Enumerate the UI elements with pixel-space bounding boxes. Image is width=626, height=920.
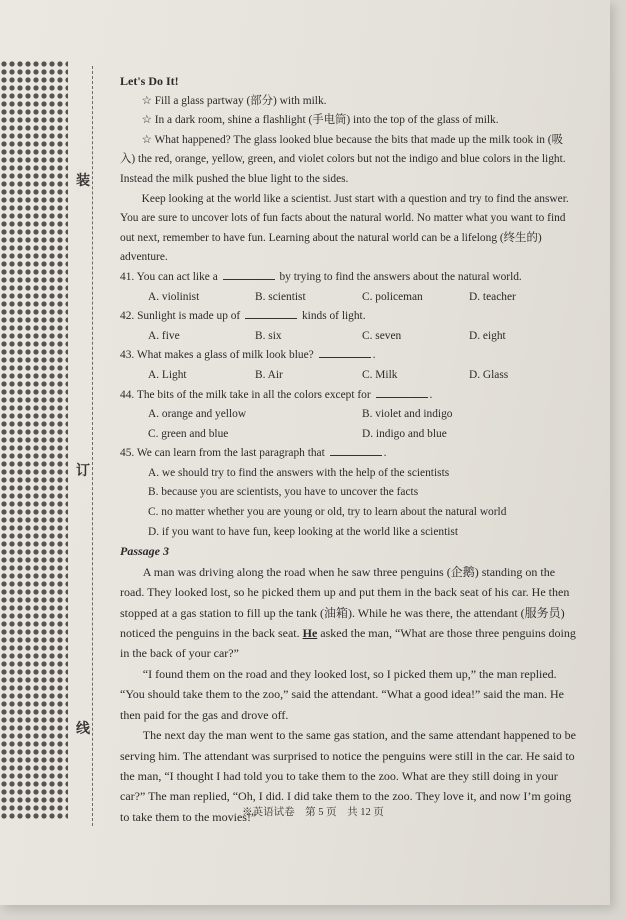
- binding-char-ding: 订: [76, 458, 90, 482]
- paragraph-text: asked the man, “What are those three penguins doing in the back of your car?”: [120, 626, 576, 661]
- question-stem: 44. The bits of the milk take in all the colors except for: [120, 388, 371, 401]
- options-44-row1: [120, 405, 576, 425]
- question-41: [120, 268, 576, 288]
- question-43: [120, 346, 576, 366]
- option: A. Light: [148, 368, 187, 381]
- options-43: [120, 366, 576, 386]
- answer-blank: [245, 318, 297, 319]
- binding-char-xian: 线: [76, 716, 90, 740]
- question-stem-end: .: [372, 349, 376, 362]
- option: B. because you are scientists, you have to uncover the facts: [148, 486, 419, 499]
- page-footer: ※英语试卷 第 5 页 共 12 页: [242, 807, 384, 818]
- option: A. violinist: [148, 290, 200, 303]
- option: B. violet and indigo: [362, 408, 453, 421]
- option: C. Milk: [362, 368, 398, 381]
- activity-closing: Keep looking at the world like a scientist. Just start with a question and try to find the answer. You are sure to uncover lots of fun facts about the natural world. No matter what you want to find out next, remember to have fun. Learning about the natural world can be a lifelong (终生的) adventure.: [120, 192, 569, 264]
- option: C. seven: [362, 329, 402, 342]
- question-45: [120, 444, 576, 464]
- option: B. six: [255, 329, 282, 342]
- question-stem-end: .: [383, 447, 387, 460]
- option: C. no matter whether you are young or old, try to learn about the natural world: [148, 506, 507, 519]
- option: D. eight: [469, 329, 506, 342]
- underlined-word: He: [302, 626, 318, 641]
- options-44-row2: [120, 425, 576, 445]
- binding-margin-pattern: [0, 60, 68, 820]
- answer-blank: [319, 357, 371, 358]
- option: D. teacher: [469, 290, 516, 303]
- activity-step: ☆ In a dark room, shine a flashlight (手电筒) into the top of the glass of milk.: [141, 114, 499, 127]
- question-stem-end: by trying to find the answers about the natural world.: [279, 270, 522, 283]
- options-42: [120, 327, 576, 347]
- option: B. Air: [255, 368, 283, 381]
- passage-paragraph-3: The next day the man went to the same gas station, and the same attendant happened to be serving him. The attendant was surprised to notice the penguins were still in the car. He said to the man, “I thought I had told you to take them to the zoo. What are they still doing in your car?” The man replied, “Oh, I did. I did take them to the zoo. They love it, and now I’m going to take them to the movies!”: [120, 728, 576, 824]
- option: D. if you want to have fun, keep looking at the world like a scientist: [148, 525, 459, 538]
- option: D. indigo and blue: [362, 427, 447, 440]
- answer-blank: [376, 397, 428, 398]
- binding-char-zhuang: 装: [76, 168, 90, 192]
- passage-paragraph-1: [120, 562, 576, 664]
- paragraph-text: A man was driving along the road when he saw three penguins (企鹅) standing on the road. They looked lost, so he picked them up and put them in the back seat of his car. He then stopped at a gas station to fill up the tank (油箱). While he was there, the attendant (服务员) noticed the penguins in the back seat.: [120, 564, 570, 641]
- question-stem-end: .: [429, 388, 433, 401]
- question-stem: 42. Sunlight is made up of: [120, 310, 241, 323]
- question-44: [120, 386, 576, 406]
- activity-step: ☆ What happened? The glass looked blue because the bits that made up the milk took in (吸入) the red, orange, yellow, green, and violet colors but not the indigo and blue colors in the light. Instead the milk pushed the blue light to the sides.: [120, 133, 566, 185]
- option: C. green and blue: [148, 427, 229, 440]
- question-stem-end: kinds of light.: [301, 310, 366, 323]
- option: C. policeman: [362, 290, 423, 303]
- answer-blank: [223, 279, 275, 280]
- question-stem: 41. You can act like a: [120, 270, 218, 283]
- passage-title: Passage 3: [120, 544, 169, 559]
- question-stem: 45. We can learn from the last paragraph that: [120, 447, 325, 460]
- option: A. five: [148, 329, 180, 342]
- option: B. scientist: [255, 290, 306, 303]
- answer-blank: [330, 455, 382, 456]
- activity-title: Let's Do It!: [120, 74, 179, 88]
- option: A. orange and yellow: [148, 408, 247, 421]
- binding-dashed-line: [92, 66, 93, 826]
- activity-step: ☆ Fill a glass partway (部分) with milk.: [141, 94, 327, 107]
- passage-paragraph-2: “I found them on the road and they looked lost, so I picked them up,” the man replied. “You should take them to the zoo,” said the attendant. “What a good idea!” said the man. He then paid for the gas and drove off.: [120, 666, 564, 722]
- option: A. we should try to find the answers with the help of the scientists: [148, 466, 450, 479]
- options-41: [120, 288, 576, 308]
- page-content: [120, 72, 576, 827]
- question-stem: 43. What makes a glass of milk look blue?: [120, 349, 314, 362]
- question-42: [120, 307, 576, 327]
- option: D. Glass: [469, 368, 509, 381]
